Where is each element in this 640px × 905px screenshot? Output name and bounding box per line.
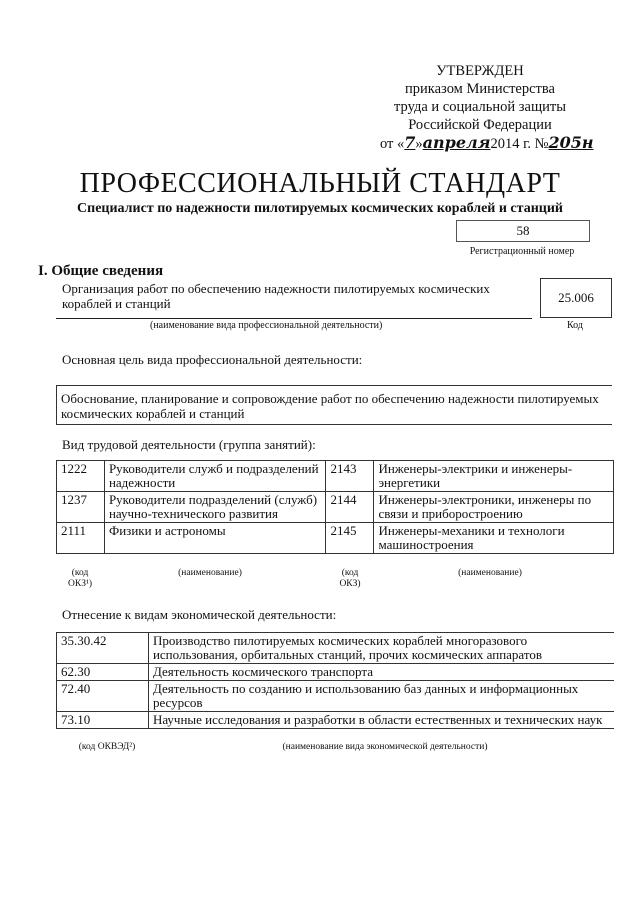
table-row — [57, 492, 614, 523]
goal-label: Основная цель вида профессиональной деятельности: — [62, 352, 363, 367]
date-sep: » — [415, 136, 423, 152]
page-subtitle: Специалист по надежности пилотируемых космических кораблей и станций — [77, 201, 563, 216]
table-row — [57, 664, 615, 681]
approval-date-line — [380, 133, 594, 153]
okz-name-caption: (наименование) — [178, 568, 242, 578]
table-row — [57, 523, 614, 554]
activity-name: Организация работ по обеспечению надежности пилотируемых космических кораблей и станций — [62, 281, 490, 311]
activity-code-box: 25.006 — [540, 278, 612, 318]
okved-code-cell: 72.40 — [57, 681, 149, 712]
okz-name-caption-2: (наименование) — [458, 568, 522, 578]
economic-label: Отнесение к видам экономической деятельности: — [62, 607, 337, 622]
okved-code-cell: 62.30 — [57, 664, 149, 681]
order-number: 205н — [548, 133, 594, 152]
approval-line-3: труда и социальной защиты — [394, 99, 566, 115]
okz-name-cell: Инженеры-электроники, инженеры по связи и приборостроению — [374, 492, 614, 523]
okved-code-cell: 35.30.42 — [57, 633, 149, 664]
okz-code-cell: 1222 — [57, 461, 105, 492]
occupations-label: Вид трудовой деятельности (группа занятий): — [62, 437, 316, 452]
okz-code-cell: 1237 — [57, 492, 105, 523]
okz-name-cell: Инженеры-электрики и инженеры-энергетики — [374, 461, 614, 492]
activity-caption: (наименование вида профессиональной деятельности) — [150, 320, 383, 331]
okz-name-cell: Руководители подразделений (служб) научно-технического развития — [104, 492, 326, 523]
okved-name-cell: Научные исследования и разработки в области естественных и технических наук — [148, 712, 614, 729]
okz-name-cell: Физики и астрономы — [104, 523, 326, 554]
okved-name-cell: Производство пилотируемых космических кораблей многоразового использования, орбитальных станций, прочих космических аппаратов — [148, 633, 614, 664]
approval-line-4: Российской Федерации — [408, 117, 552, 133]
okved-name-cell: Деятельность по созданию и использованию баз данных и информационных ресурсов — [148, 681, 614, 712]
occupations-table — [56, 460, 614, 554]
okved-name-caption: (наименование вида экономической деятельности) — [282, 742, 488, 752]
okz-code-cell: 2145 — [326, 523, 374, 554]
goal-text-box: Обоснование, планирование и сопровождение работ по обеспечению надежности пилотируемых космических кораблей и станций — [56, 385, 612, 425]
okz-name-cell: Инженеры-механики и технологи машиностроения — [374, 523, 614, 554]
table-row — [57, 681, 615, 712]
table-row — [57, 712, 615, 729]
registration-caption: Регистрационный номер — [469, 246, 575, 257]
okved-code-cell: 73.10 — [57, 712, 149, 729]
okz-code-cell: 2111 — [57, 523, 105, 554]
okz-code-cell: 2143 — [326, 461, 374, 492]
economic-table — [56, 632, 614, 729]
okz-code-cell: 2144 — [326, 492, 374, 523]
okz-code-caption-2: (код ОКЗ) — [339, 568, 361, 589]
okz-code-caption: (код ОКЗ¹) — [68, 568, 92, 589]
activity-underline — [56, 318, 532, 319]
page-title: ПРОФЕССИОНАЛЬНЫЙ СТАНДАРТ — [79, 168, 561, 199]
activity-code-caption: Код — [567, 320, 583, 331]
date-month: апреля — [422, 133, 491, 152]
table-row — [57, 461, 614, 492]
okved-code-caption: (код ОКВЭД²) — [78, 742, 136, 752]
okved-name-cell: Деятельность космического транспорта — [148, 664, 614, 681]
table-row — [57, 633, 615, 664]
approval-line-1: УТВЕРЖДЕН — [436, 63, 524, 79]
date-day: 7 — [404, 133, 416, 152]
registration-number-box: 58 — [456, 220, 590, 242]
section-heading: I. Общие сведения — [38, 263, 164, 279]
date-year: 2014 г. № — [490, 136, 549, 152]
date-prefix: от « — [380, 136, 405, 152]
approval-line-2: приказом Министерства — [405, 81, 555, 97]
okz-name-cell: Руководители служб и подразделений надежности — [104, 461, 326, 492]
approval-block — [380, 62, 594, 153]
